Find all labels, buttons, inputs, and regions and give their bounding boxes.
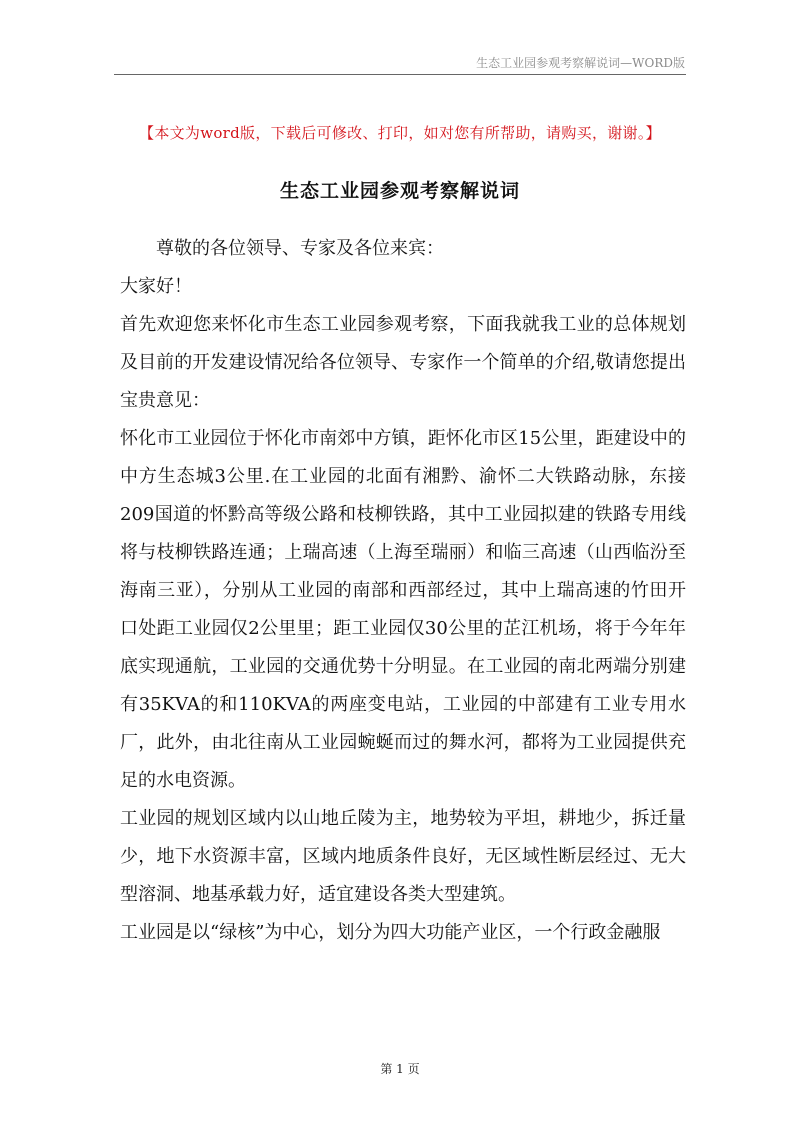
page-number: 第 1 页 [380, 1062, 420, 1076]
purchase-notice: 【本文为word版，下载后可修改、打印，如对您有所帮助，请购买，谢谢。】 [139, 124, 661, 142]
salutation: 尊敬的各位领导、专家及各位来宾： [156, 238, 444, 259]
greeting: 大家好！ [120, 276, 192, 297]
running-header: 生态工业园参观考察解说词—WORD版 [476, 56, 685, 70]
document-title: 生态工业园参观考察解说词 [279, 180, 520, 202]
paragraph-intro: 首先欢迎您来怀化市生态工业园参观考察，下面我就我工业的总体规划及目前的开发建设情况给各位领导、专家作一个简单的介绍,敬请您提出宝贵意见： [120, 314, 686, 411]
header-divider [114, 74, 686, 75]
paragraph-terrain: 工业园的规划区域内以山地丘陵为主，地势较为平坦，耕地少，拆迁量少，地下水资源丰富，区域内地质条件良好，无区域性断层经过、无大型溶洞、地基承载力好，适宜建设各类大型建筑。 [120, 808, 686, 905]
document-body [120, 230, 686, 952]
paragraph-layout: 工业园是以“绿核”为中心，划分为四大功能产业区，一个行政金融服 [120, 922, 661, 943]
paragraph-location: 怀化市工业园位于怀化市南郊中方镇，距怀化市区15公里，距建设中的中方生态城3公里.在工业园的北面有湘黔、渝怀二大铁路动脉，东接209国道的怀黔高等级公路和枝柳铁路，其中工业园拟建的铁路专用线将与枝柳铁路连通；上瑞高速（上海至瑞丽）和临三高速（山西临汾至海南三亚），分别从工业园的南部和西部经过，其中上瑞高速的竹田开口处距工业园仅2公里里；距工业园仅30公里的芷江机场，将于今年年底实现通航，工业园的交通优势十分明显。在工业园的南北两端分别建有35KVA的和110KVA的两座变电站，工业园的中部建有工业专用水厂，此外，由北往南从工业园蜿蜒而过的舞水河，都将为工业园提供充足的水电资源。 [120, 428, 686, 791]
